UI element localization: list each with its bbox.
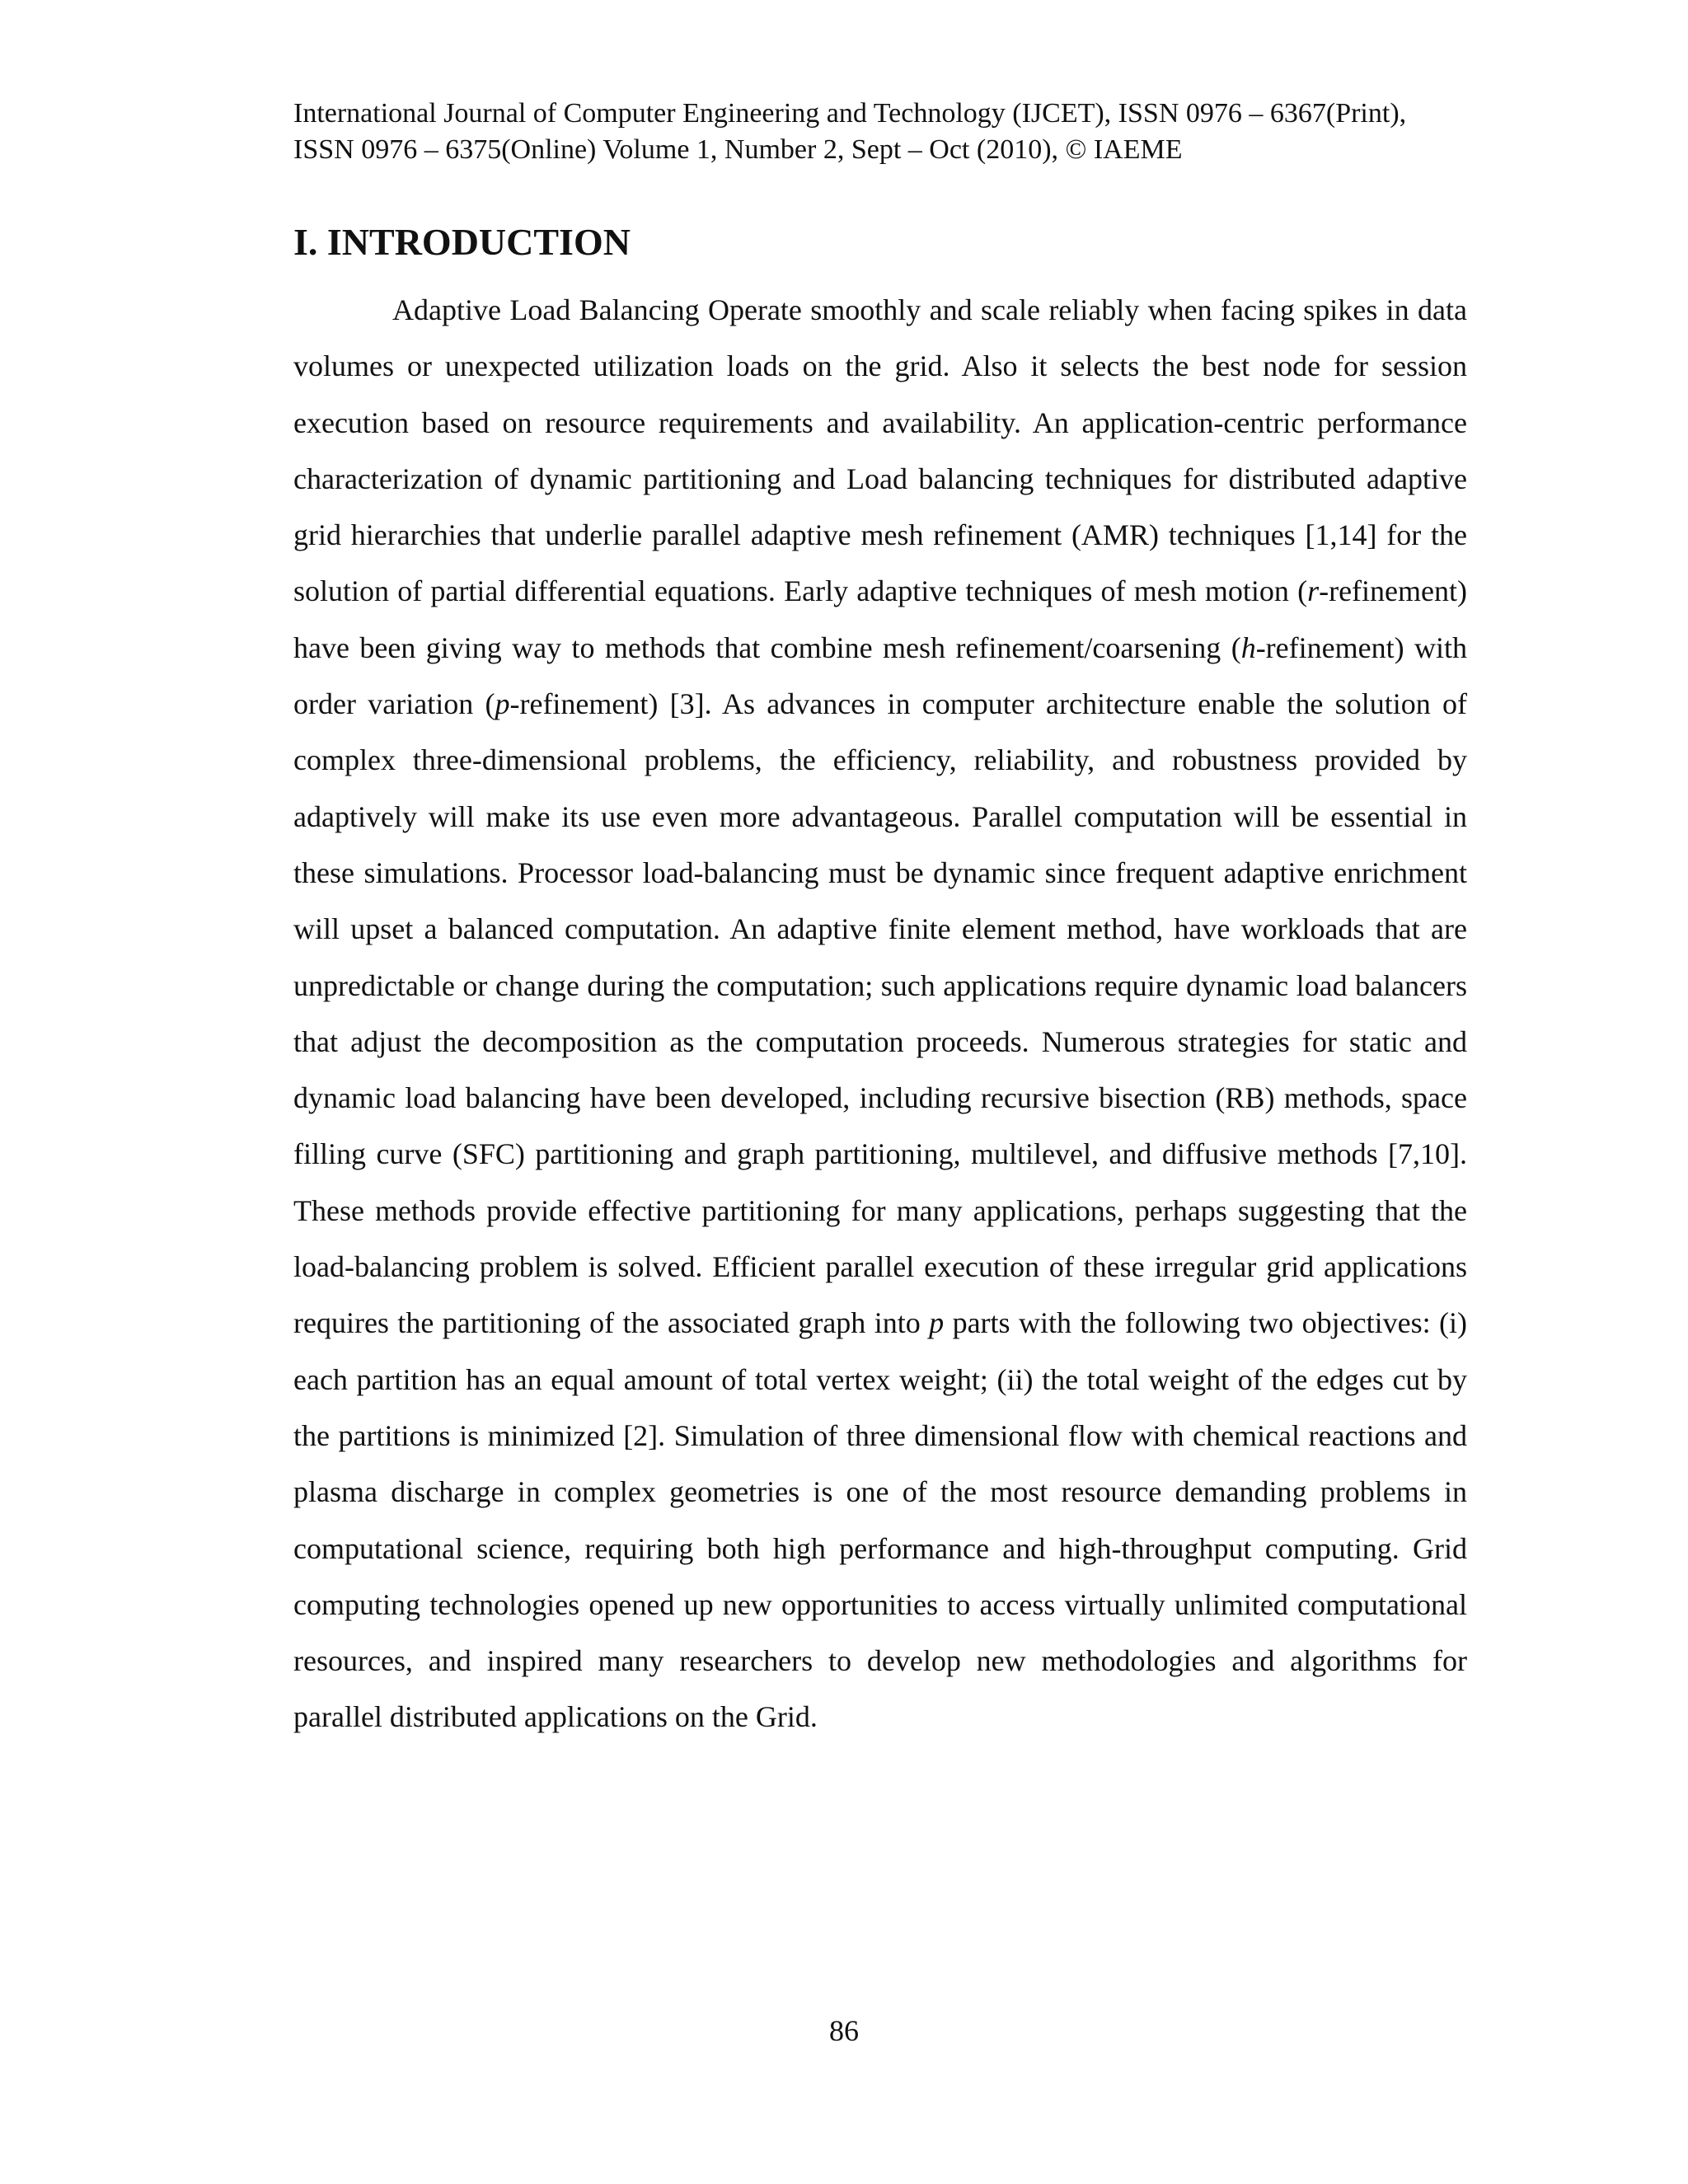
paragraph-text-segment-1: Adaptive Load Balancing Operate smoothly and scale reliably when facing spikes in data volumes or unexpected utilization loads on the grid. Also it selects the best node for session execution based on resource requirements and availability. An application-centric performance characterization of dynamic partitioning and Load balancing techniques for distributed adaptive grid hierarchies that underlie parallel adaptive mesh refinement (AMR) techniques [1,14] for the solution of partial differential equations. Early adaptive techniques of mesh motion (: [293, 293, 1467, 608]
paragraph-text-segment-3: -refinement) with order variation (: [293, 630, 1467, 721]
italic-symbol-p-parts: p: [929, 1306, 945, 1340]
page-number: 86: [829, 2014, 859, 2047]
paragraph-text-segment-5: parts with the following two objectives: (i) each partition has an equal amount of total vertex weight; (ii) the total weight of the edges cut by the partitions is minimized [2]. Simulation of three dimensional flow with chemical reactions and plasma discharge in complex geometries is one of the most resource demanding problems in computational science, requiring both high performance and high-throughput computing. Grid computing technologies opened up new opportunities to access virtually unlimited computational resources, and inspired many researchers to develop new methodologies and algorithms for parallel distributed applications on the Grid.: [293, 1306, 1467, 1734]
section-heading: I. INTRODUCTION: [293, 221, 631, 263]
journal-running-header: [293, 96, 1464, 168]
italic-symbol-r: r: [1307, 574, 1320, 608]
journal-header-line-1: International Journal of Computer Engineering and Technology (IJCET), ISSN 0976 – 6367(Print),: [293, 98, 1407, 129]
introduction-paragraph: [293, 282, 1467, 1746]
italic-symbol-p: p: [495, 687, 510, 721]
italic-symbol-h: h: [1240, 630, 1256, 664]
paragraph-text-segment-2: -refinement) have been giving way to methods that combine mesh refinement/coarsening (: [293, 574, 1467, 664]
paragraph-text-segment-4: -refinement) [3]. As advances in computer architecture enable the solution of complex three-dimensional problems, the efficiency, reliability, and robustness provided by adaptively will make its use even more advantageous. Parallel computation will be essential in these simulations. Processor load-balancing must be dynamic since frequent adaptive enrichment will upset a balanced computation. An adaptive finite element method, have workloads that are unpredictable or change during the computation; such applications require dynamic load balancers that adjust the decomposition as the computation proceeds. Numerous strategies for static and dynamic load balancing have been developed, including recursive bisection (RB) methods, space filling curve (SFC) partitioning and graph partitioning, multilevel, and diffusive methods [7,10]. These methods provide effective partitioning for many applications, perhaps suggesting that the load-balancing problem is solved. Efficient parallel execution of these irregular grid applications requires the partitioning of the associated graph into: [293, 687, 1467, 1340]
journal-header-line-2: ISSN 0976 – 6375(Online) Volume 1, Number 2, Sept – Oct (2010), © IAEME: [293, 134, 1183, 165]
